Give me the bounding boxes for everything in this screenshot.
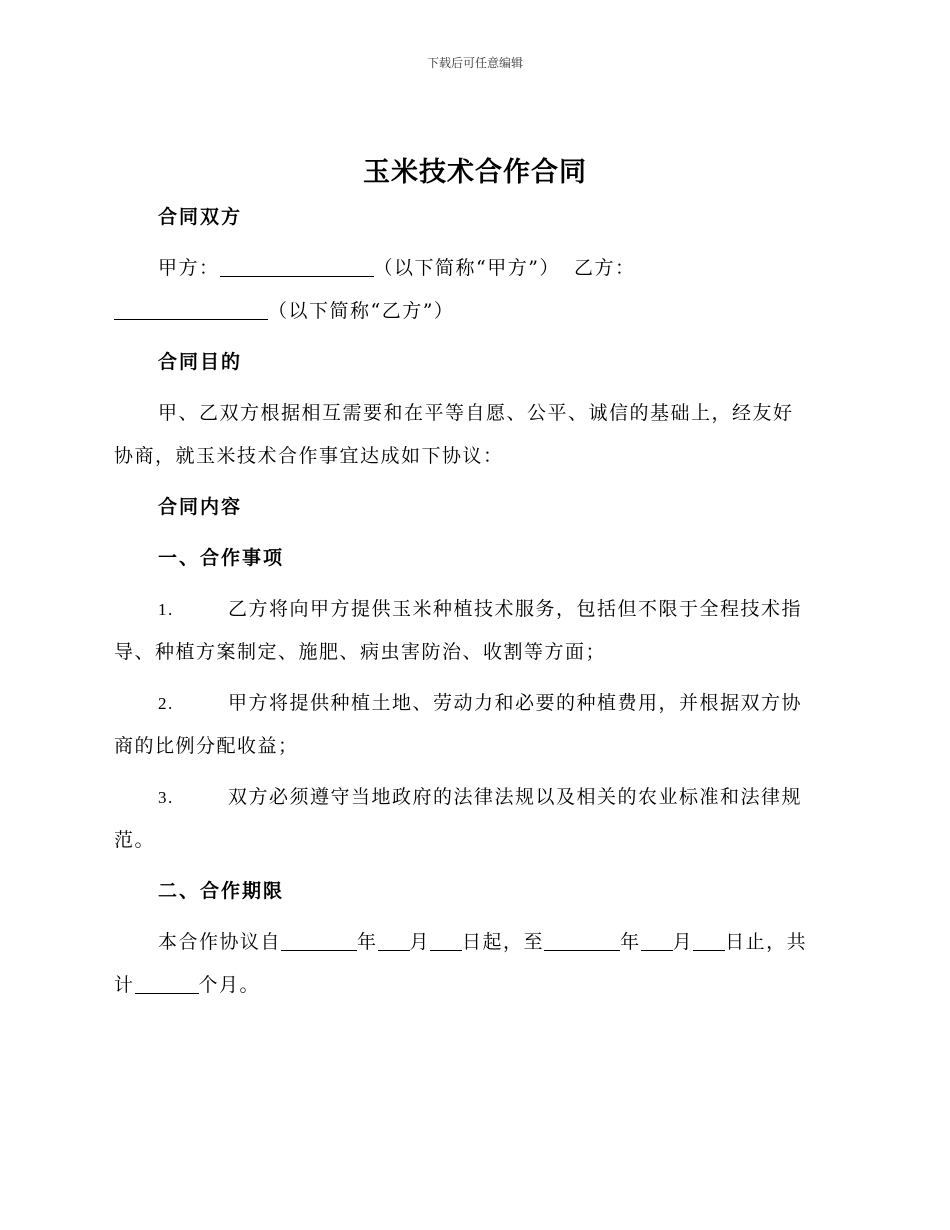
end-month-blank[interactable] [641, 930, 673, 951]
day-from-label: 日起，至 [462, 931, 545, 953]
subsection-heading-term: 二、合作期限 [158, 880, 285, 902]
list-item-number: 1. [158, 600, 174, 619]
total-months-blank[interactable] [135, 973, 199, 994]
year-label: 年 [357, 931, 378, 953]
day-to-label: 日止，共 [725, 931, 808, 953]
list-item-1-line-1 [114, 588, 830, 631]
term-line-2 [114, 964, 830, 1007]
section-heading-purpose: 合同目的 [158, 351, 243, 373]
party-a-label: 甲方： [158, 257, 220, 279]
list-item-2-line-1 [114, 682, 830, 725]
document-body [114, 196, 830, 1007]
list-item-text: 甲方将提供种植土地、劳动力和必要的种植费用，并根据双方协 [228, 692, 803, 714]
month-label: 月 [409, 931, 431, 953]
list-item-text: 乙方将向甲方提供玉米种植技术服务，包括但不限于全程技术指 [228, 598, 803, 620]
section-heading-content: 合同内容 [158, 496, 243, 518]
party-line-1 [114, 247, 830, 290]
start-month-blank[interactable] [378, 930, 410, 951]
section-heading-parties: 合同双方 [158, 206, 243, 228]
party-a-blank[interactable] [220, 256, 374, 277]
start-year-blank[interactable] [281, 930, 357, 951]
purpose-line-1: 甲、乙双方根据相互需要和在平等自愿、公平、诚信的基础上，经友好 [158, 402, 794, 424]
party-a-alias: （以下简称“甲方”） [373, 257, 560, 279]
total-prefix: 计 [114, 974, 135, 996]
list-item-text: 双方必须遵守当地政府的法律法规以及相关的农业标准和法律规 [228, 786, 803, 808]
header-note: 下载后可任意编辑 [426, 56, 523, 70]
party-line-2 [114, 290, 830, 333]
list-item-number: 2. [158, 694, 174, 713]
term-line-1 [114, 921, 830, 964]
end-day-blank[interactable] [693, 930, 725, 951]
party-b-label: 乙方： [573, 257, 636, 279]
list-item-3-line-2: 范。 [114, 829, 156, 851]
list-item-3-line-1 [114, 776, 830, 819]
list-item-1-line-2: 导、种植方案制定、施肥、病虫害防治、收割等方面； [114, 641, 607, 663]
document-title: 玉米技术合作合同 [363, 157, 587, 188]
list-item-number: 3. [158, 788, 174, 807]
end-year-blank[interactable] [544, 930, 620, 951]
term-prefix: 本合作协议自 [158, 931, 282, 953]
year-label: 年 [620, 931, 641, 953]
purpose-line-2: 协商，就玉米技术合作事宜达成如下协议： [114, 445, 504, 467]
party-b-alias: （以下简称“乙方”） [268, 300, 455, 322]
start-day-blank[interactable] [430, 930, 462, 951]
party-b-blank[interactable] [114, 299, 268, 320]
subsection-heading-cooperation: 一、合作事项 [158, 547, 285, 569]
total-suffix: 个月。 [198, 974, 261, 996]
month-label: 月 [672, 931, 694, 953]
list-item-2-line-2: 商的比例分配收益； [114, 735, 299, 757]
